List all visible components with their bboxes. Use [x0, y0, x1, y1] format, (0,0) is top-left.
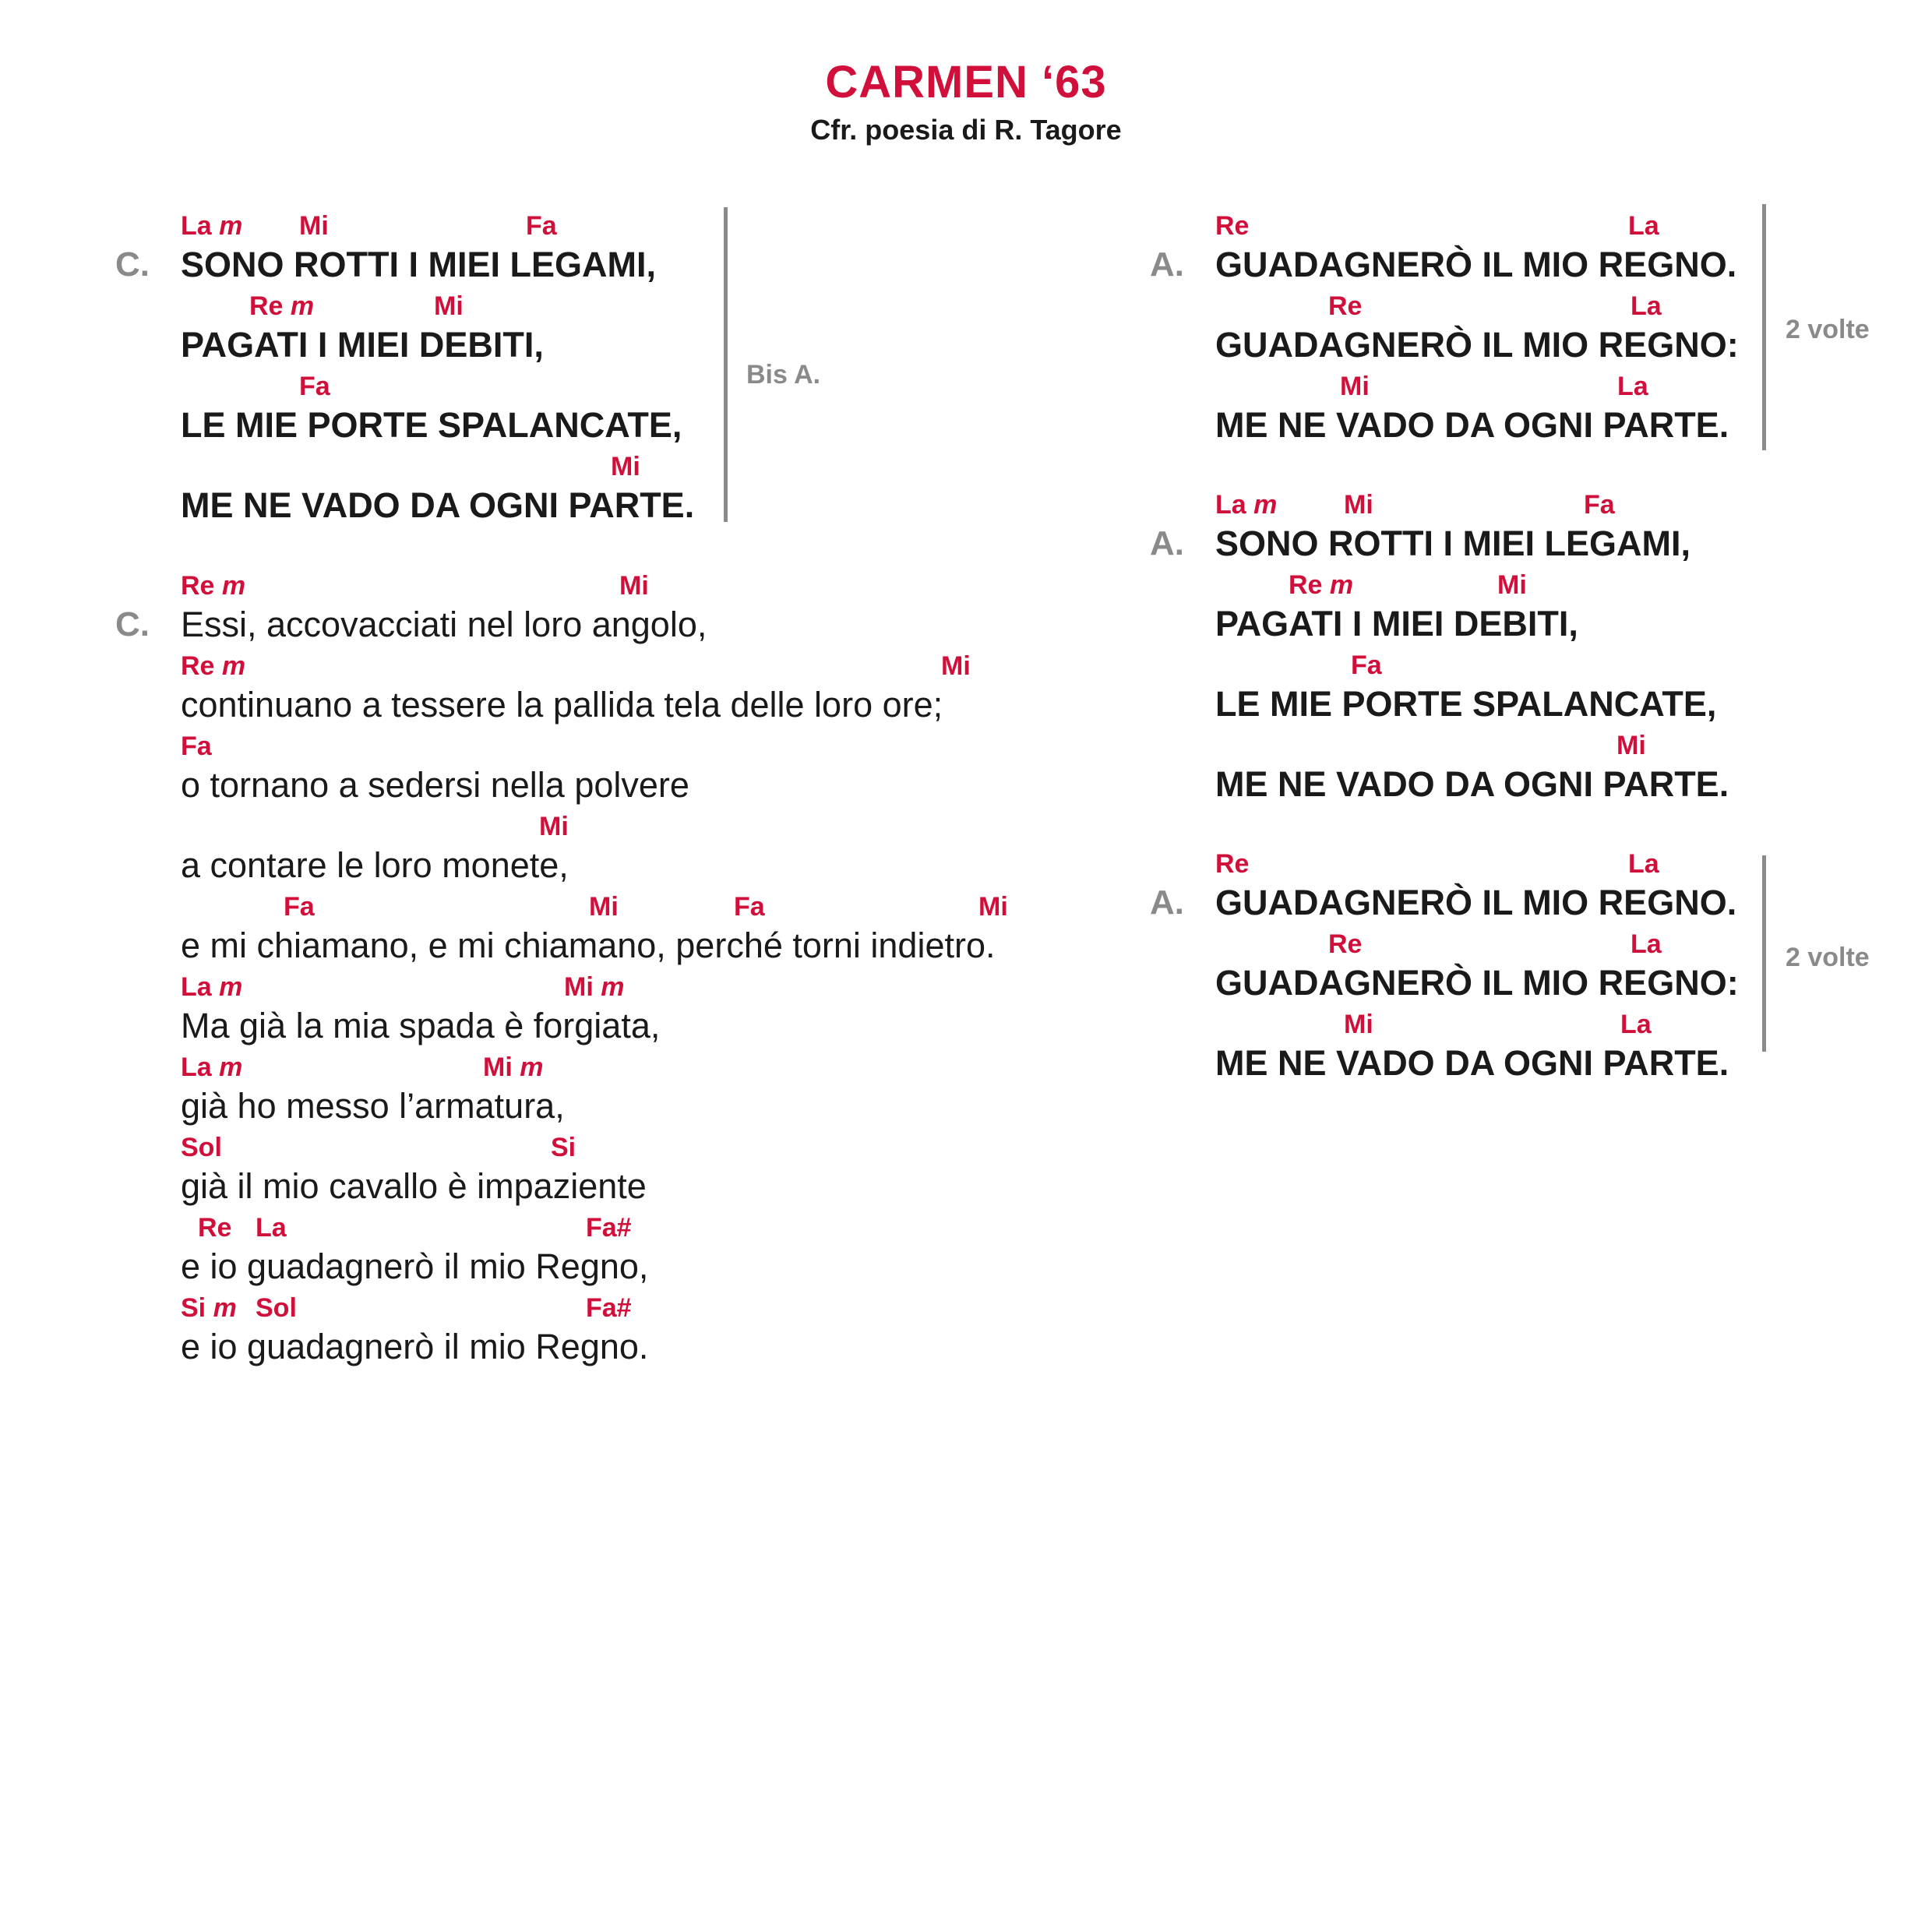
repeat-label: 2 volte: [1786, 943, 1870, 972]
chord-root: Mi: [619, 571, 649, 601]
chord-root: La: [1617, 372, 1648, 401]
song-subtitle: Cfr. poesia di R. Tagore: [810, 114, 1122, 146]
speaker-label: A.: [1150, 883, 1184, 922]
chord-root: Si: [181, 1293, 206, 1323]
chord-root: La: [1631, 929, 1662, 959]
chord-root: Mi: [1344, 1010, 1373, 1039]
chord: [1628, 210, 1659, 242]
chord-root: Si: [551, 1133, 576, 1162]
chord-root: La: [1631, 291, 1662, 321]
chord: [1620, 1009, 1652, 1040]
lyric-text: e io guadagnerò il mio Regno,: [181, 1246, 649, 1286]
chord: [181, 1052, 242, 1083]
chord-root: Mi: [434, 291, 464, 321]
lyric-text: ME NE VADO DA OGNI PARTE.: [1215, 405, 1729, 445]
chord-root: Re: [181, 571, 215, 601]
chord: [483, 1052, 543, 1083]
chord-root: Re: [1328, 291, 1363, 321]
chord: [434, 291, 464, 322]
speaker-label: C.: [115, 245, 150, 284]
chord: [181, 1132, 222, 1163]
chord: [1344, 489, 1373, 520]
song-title: CARMEN ‘63: [825, 57, 1107, 108]
chord: [586, 1292, 632, 1324]
chord-root: Mi: [299, 211, 329, 241]
chord-root: Fa: [734, 892, 765, 922]
chord: [1617, 371, 1648, 402]
lyric-text: LE MIE PORTE SPALANCATE,: [181, 405, 682, 445]
lyric-text: a contare le loro monete,: [181, 845, 569, 885]
chord: [564, 971, 624, 1003]
speaker-label: A.: [1150, 524, 1184, 562]
chord: [1215, 489, 1277, 520]
chord: [299, 371, 330, 402]
chord-minor-marker: m: [520, 1052, 544, 1082]
chord-minor-marker: m: [219, 972, 243, 1002]
chord-minor-marker: m: [219, 211, 243, 241]
lyric-text: GUADAGNERÒ IL MIO REGNO:: [1215, 325, 1739, 365]
chord: [1344, 1009, 1373, 1040]
chord: [1351, 650, 1382, 681]
chord: [181, 650, 245, 682]
lyric-text: continuano a tessere la pallida tela delle loro ore;: [181, 685, 943, 724]
chord-root: La: [181, 1052, 212, 1082]
chord: [1584, 489, 1615, 520]
repeat-bracket: [1762, 204, 1766, 450]
chord: [198, 1212, 231, 1243]
lyric-text: GUADAGNERÒ IL MIO REGNO:: [1215, 963, 1739, 1003]
lyric-text: Ma già la mia spada è forgiata,: [181, 1006, 661, 1045]
chord-root: Re: [181, 651, 215, 681]
chord: [941, 650, 971, 682]
chord: [1215, 848, 1249, 880]
chord: [619, 570, 649, 601]
chord-root: Mi: [539, 812, 569, 841]
chord: [611, 451, 640, 482]
repeat-label: Bis A.: [746, 360, 821, 390]
lyric-text: ME NE VADO DA OGNI PARTE.: [1215, 1043, 1729, 1083]
chord: [181, 210, 242, 242]
chord-root: La: [1628, 849, 1659, 879]
chord-minor-marker: m: [601, 972, 625, 1002]
chord-root: Mi: [941, 651, 971, 681]
chord-root: Fa: [1584, 490, 1615, 520]
chord: [589, 891, 619, 922]
chord: [284, 891, 315, 922]
chord: [299, 210, 329, 242]
chord: [1328, 929, 1362, 960]
chord-root: Fa: [1351, 650, 1382, 680]
chord-root: Fa: [299, 372, 330, 401]
chord-minor-marker: m: [221, 571, 246, 601]
chord-root: Mi: [1344, 490, 1373, 520]
chord: [539, 811, 569, 842]
chord-root: La: [181, 211, 212, 241]
chord-minor-marker: m: [1253, 490, 1278, 520]
chord: [551, 1132, 576, 1163]
repeat-bracket: [1762, 855, 1766, 1052]
chord-root: Re: [1289, 570, 1323, 600]
speaker-label: C.: [115, 605, 150, 643]
lyric-text: GUADAGNERÒ IL MIO REGNO.: [1215, 245, 1737, 284]
lyric-text: SONO ROTTI I MIEI LEGAMI,: [1215, 524, 1691, 563]
chord: [586, 1212, 632, 1243]
chord: [1616, 730, 1646, 761]
chord-root: Sol: [181, 1133, 222, 1162]
lyric-text: PAGATI I MIEI DEBITI,: [181, 325, 544, 365]
lyric-text: ME NE VADO DA OGNI PARTE.: [1215, 764, 1729, 804]
chord-root: Mi: [1616, 731, 1646, 760]
lyric-text: già il mio cavallo è impaziente: [181, 1166, 647, 1206]
chord-root: Mi: [1497, 570, 1527, 600]
chord-root: Mi: [564, 972, 594, 1002]
repeat-label: 2 volte: [1786, 315, 1870, 344]
chord: [526, 210, 557, 242]
chord-minor-marker: m: [290, 291, 315, 321]
chord-root: Sol: [256, 1293, 297, 1323]
lyric-text: Essi, accovacciati nel loro angolo,: [181, 605, 707, 644]
lyric-text: o tornano a sedersi nella polvere: [181, 765, 689, 805]
chord-root: Mi: [1340, 372, 1370, 401]
chord-root: Mi: [978, 892, 1008, 922]
chord: [978, 891, 1008, 922]
chord-root: La: [1215, 490, 1246, 520]
chord: [256, 1292, 297, 1324]
lyric-text: e io guadagnerò il mio Regno.: [181, 1327, 649, 1366]
chord-root: Fa: [526, 211, 557, 241]
chord-root: Mi: [611, 452, 640, 481]
lyric-text: PAGATI I MIEI DEBITI,: [1215, 604, 1578, 643]
repeat-bracket: [724, 207, 728, 522]
chord-root: Fa#: [586, 1213, 632, 1243]
chord: [734, 891, 765, 922]
chord-root: Re: [198, 1213, 232, 1243]
lyric-text: ME NE VADO DA OGNI PARTE.: [181, 485, 695, 525]
chord-root: Re: [1215, 849, 1250, 879]
chord: [256, 1212, 287, 1243]
chord-root: Fa#: [586, 1293, 632, 1323]
chord: [1631, 929, 1662, 960]
chord-minor-marker: m: [1329, 570, 1354, 600]
chord-root: Re: [249, 291, 284, 321]
chord-root: La: [181, 972, 212, 1002]
chord-root: Fa: [284, 892, 315, 922]
chord: [181, 1292, 237, 1324]
lyric-text: e mi chiamano, e mi chiamano, perché torni indietro.: [181, 925, 996, 965]
lyric-text: GUADAGNERÒ IL MIO REGNO.: [1215, 883, 1737, 922]
chord-root: La: [1620, 1010, 1652, 1039]
lyric-text: SONO ROTTI I MIEI LEGAMI,: [181, 245, 657, 284]
chord-root: Mi: [483, 1052, 513, 1082]
chord: [181, 971, 242, 1003]
chord: [1340, 371, 1370, 402]
chord: [249, 291, 314, 322]
chord-minor-marker: m: [221, 651, 246, 681]
speaker-label: A.: [1150, 245, 1184, 284]
chord-root: La: [256, 1213, 287, 1243]
chord: [1497, 569, 1527, 601]
chord-minor-marker: m: [213, 1293, 237, 1323]
chord-root: Re: [1328, 929, 1363, 959]
chord: [1289, 569, 1353, 601]
chord-root: Mi: [589, 892, 619, 922]
chord: [1215, 210, 1249, 242]
lyric-text: LE MIE PORTE SPALANCATE,: [1215, 684, 1717, 724]
chord-root: La: [1628, 211, 1659, 241]
lyric-text: già ho messo l’armatura,: [181, 1086, 565, 1126]
chord: [1631, 291, 1662, 322]
chord-minor-marker: m: [219, 1052, 243, 1082]
chord: [181, 731, 212, 762]
chord: [1628, 848, 1659, 880]
chord: [1328, 291, 1362, 322]
chord-root: Fa: [181, 732, 212, 761]
chord-root: Re: [1215, 211, 1250, 241]
chord: [181, 570, 245, 601]
